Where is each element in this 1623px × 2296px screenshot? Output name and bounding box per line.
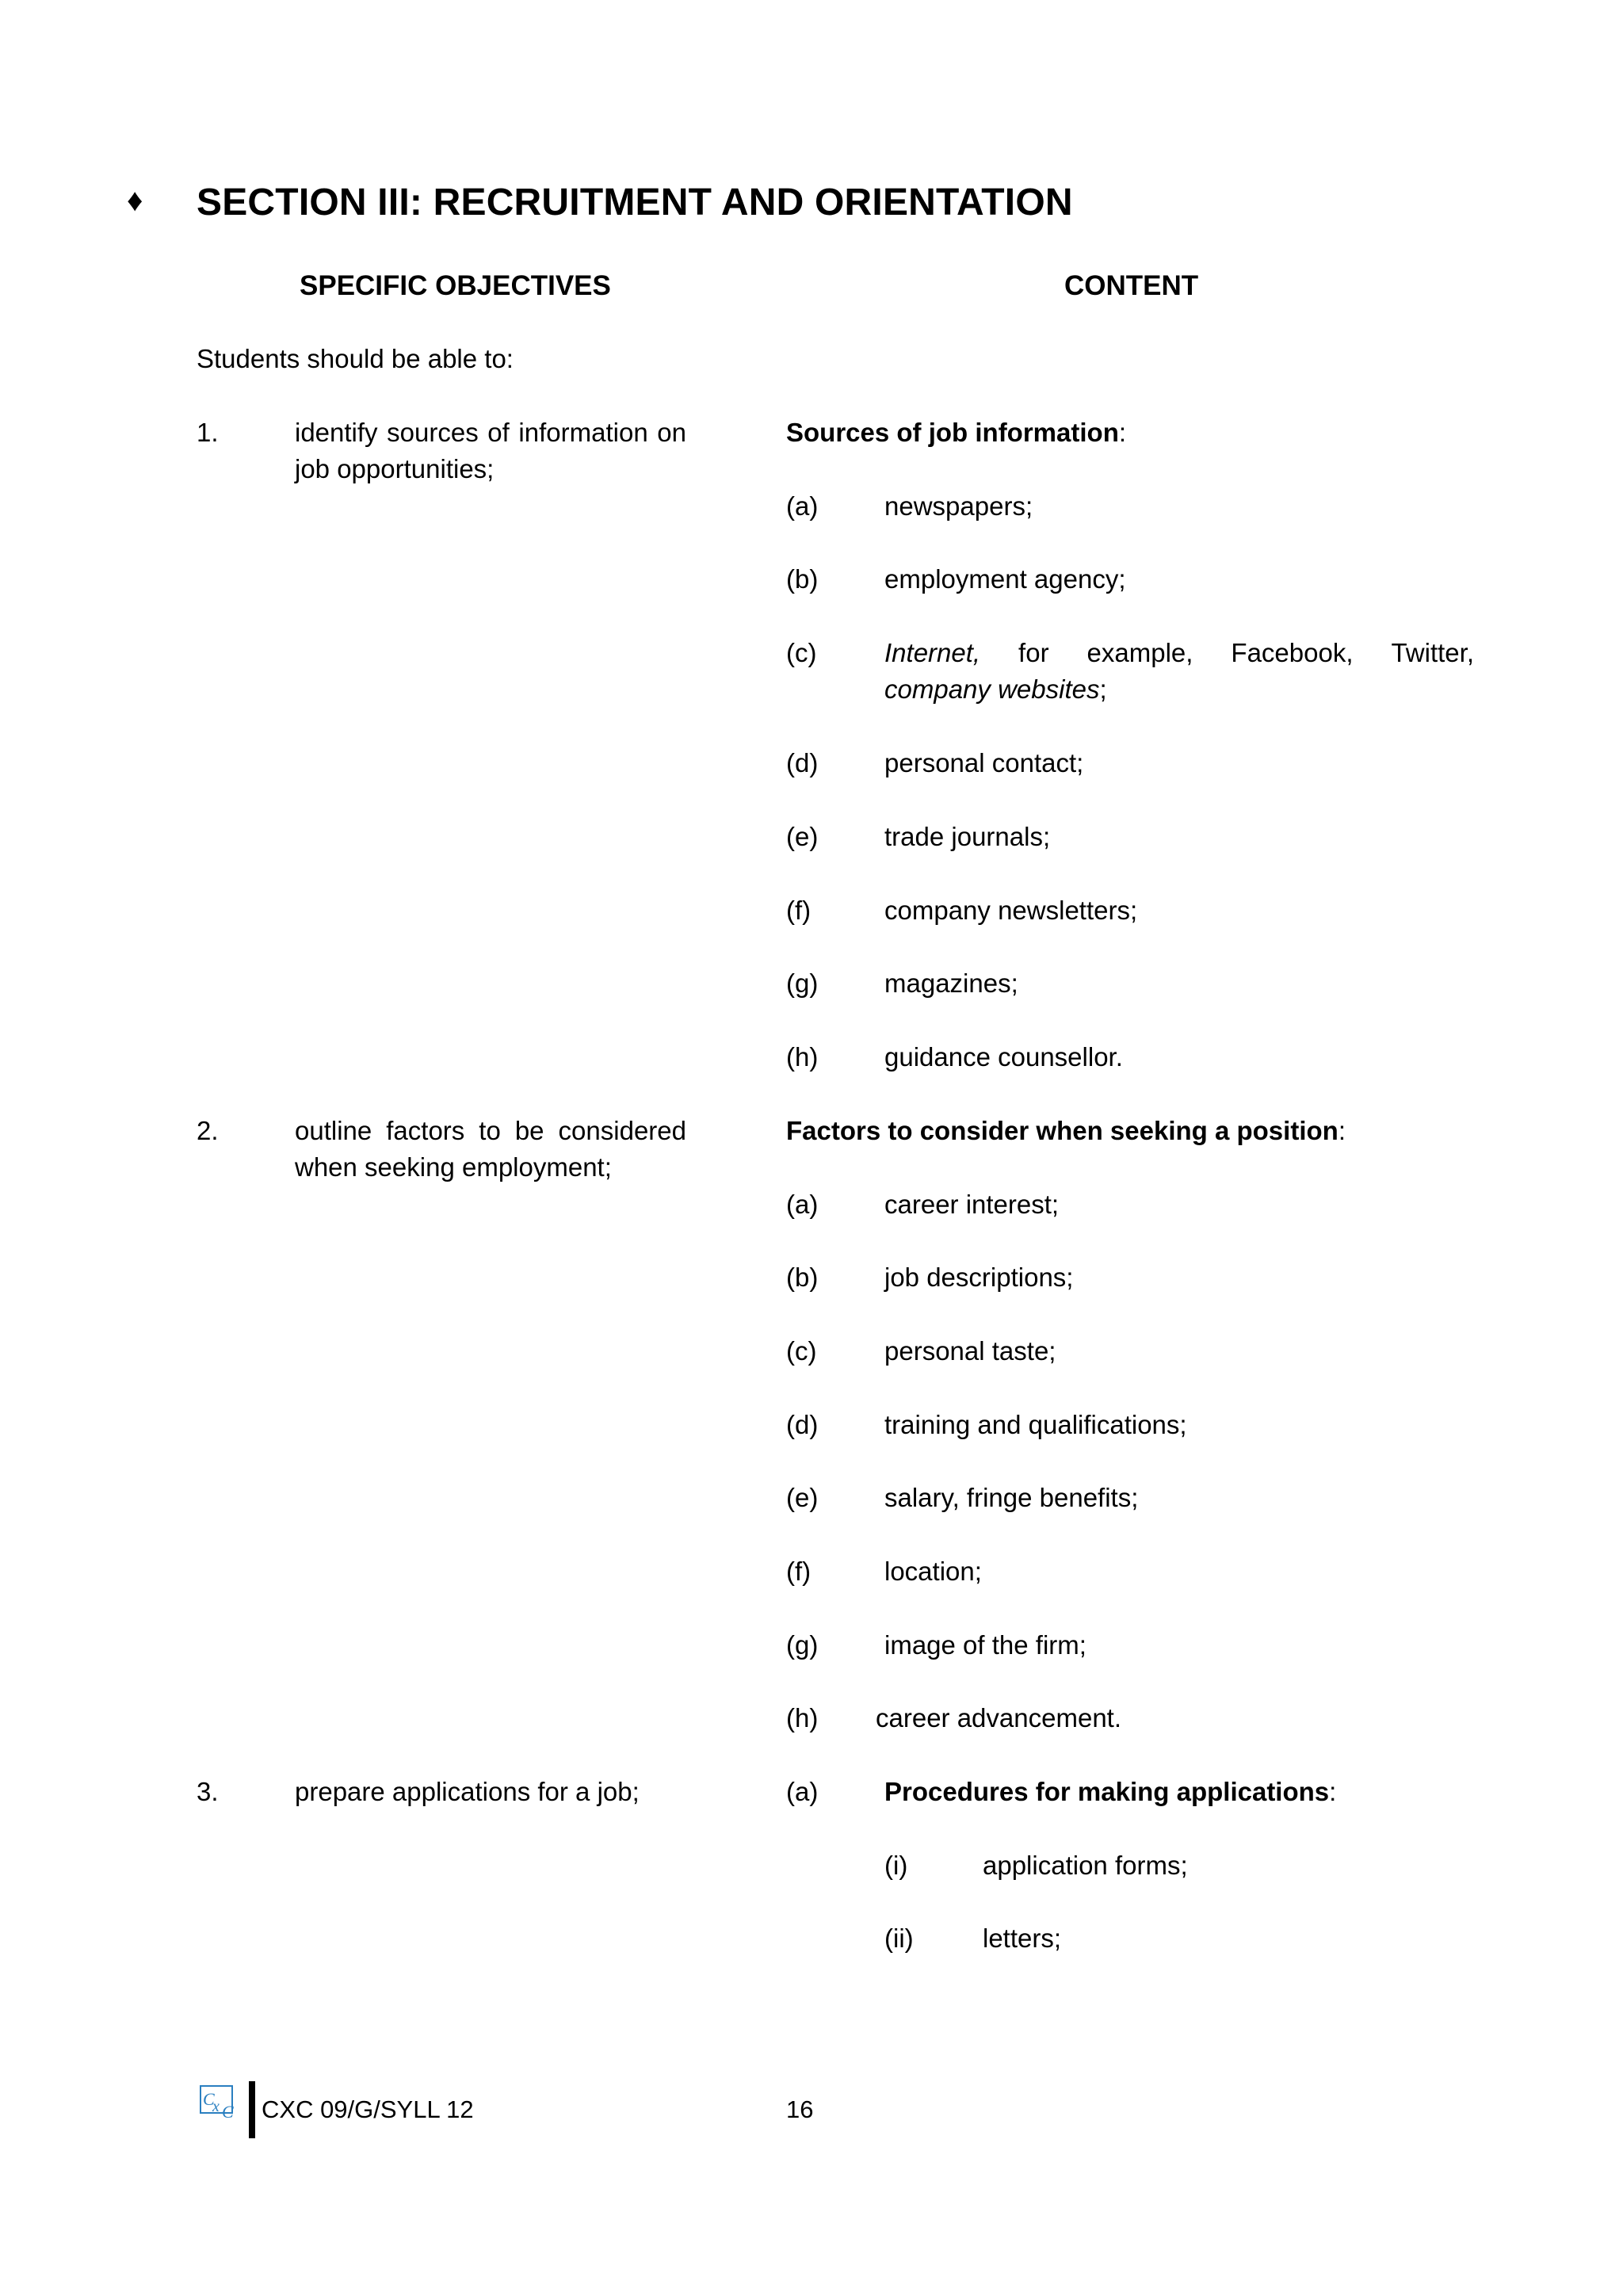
sub-item-text: application forms; <box>983 1851 1188 1880</box>
sub-item-label: (ii) <box>884 1924 914 1953</box>
item-label: (f) <box>786 896 812 925</box>
item-text: magazines; <box>884 968 1018 998</box>
item-label: (h) <box>786 1703 819 1733</box>
italic-text: company websites <box>884 674 1100 705</box>
item-label: (a) <box>786 491 819 521</box>
sub-item-text: letters; <box>983 1924 1062 1953</box>
item-text: job descriptions; <box>884 1263 1074 1292</box>
punct: ; <box>1099 674 1107 705</box>
diamond-bullet-icon: ♦ <box>127 183 143 218</box>
cxc-logo-icon <box>200 2084 241 2119</box>
item-text: company newsletters; <box>884 896 1138 925</box>
word: for <box>1018 638 1049 667</box>
item-text-line <box>884 635 1474 671</box>
objective-number: 3. <box>197 1777 219 1806</box>
word: Internet, <box>884 638 981 667</box>
heading-text: Sources of job information <box>786 418 1119 447</box>
item-label: (a) <box>786 1777 819 1806</box>
item-text: newspapers; <box>884 491 1033 521</box>
intro-text: Students should be able to: <box>197 344 514 373</box>
objective-text: identify sources of information on job opportunities; <box>295 418 686 484</box>
item-label: (b) <box>786 564 819 594</box>
item-text: image of the firm; <box>884 1630 1086 1660</box>
objective-text: outline factors to be considered when seeking employment; <box>295 1116 686 1182</box>
content-heading-factors <box>786 1113 1346 1149</box>
section-heading: SECTION III: RECRUITMENT AND ORIENTATION <box>197 181 1073 223</box>
heading-text: Procedures for making applications <box>884 1777 1330 1806</box>
svg-text:C: C <box>203 2089 215 2109</box>
word: example, <box>1086 638 1193 667</box>
item-label: (d) <box>786 1410 819 1439</box>
column-header-content: CONTENT <box>1064 270 1199 301</box>
item-label: (f) <box>786 1557 812 1586</box>
item-label: (e) <box>786 1483 819 1512</box>
item-label: (g) <box>786 1630 819 1660</box>
item-text: personal taste; <box>884 1336 1056 1366</box>
objective-number: 2. <box>197 1116 219 1145</box>
footer-divider <box>249 2081 255 2138</box>
item-text: guidance counsellor. <box>884 1042 1123 1072</box>
item-text: career interest; <box>884 1190 1060 1219</box>
heading-text: Factors to consider when seeking a position <box>786 1116 1338 1145</box>
word: Twitter, <box>1391 638 1474 667</box>
item-text <box>884 635 1474 708</box>
item-label: (c) <box>786 638 817 667</box>
objective-text: prepare applications for a job; <box>295 1777 640 1806</box>
item-label: (g) <box>786 968 819 998</box>
svg-text:C: C <box>222 2102 234 2119</box>
item-label: (a) <box>786 1190 819 1219</box>
item-text: personal contact; <box>884 748 1084 777</box>
item-label: (e) <box>786 822 819 851</box>
heading-colon: : <box>1338 1116 1346 1145</box>
item-label: (b) <box>786 1263 819 1292</box>
sub-item-label: (i) <box>884 1851 908 1880</box>
item-text: employment agency; <box>884 564 1126 594</box>
footer-code: CXC 09/G/SYLL 12 <box>262 2095 474 2123</box>
item-label: (c) <box>786 1336 817 1366</box>
item-text: career advancement. <box>876 1703 1122 1733</box>
page-number: 16 <box>786 2095 814 2123</box>
heading-colon: : <box>1118 418 1127 447</box>
item-text: salary, fringe benefits; <box>884 1483 1139 1512</box>
item-text: location; <box>884 1557 982 1586</box>
objective-number: 1. <box>197 418 219 447</box>
content-heading-applications <box>884 1774 1336 1810</box>
word: Facebook, <box>1231 638 1354 667</box>
item-text: training and qualifications; <box>884 1410 1187 1439</box>
item-text: trade journals; <box>884 822 1051 851</box>
item-label: (h) <box>786 1042 819 1072</box>
svg-text:x: x <box>212 2098 220 2115</box>
column-header-objectives: SPECIFIC OBJECTIVES <box>300 270 611 301</box>
content-heading-sources <box>786 415 1126 451</box>
item-text-line <box>884 671 1474 708</box>
heading-colon: : <box>1329 1777 1337 1806</box>
item-label: (d) <box>786 748 819 777</box>
